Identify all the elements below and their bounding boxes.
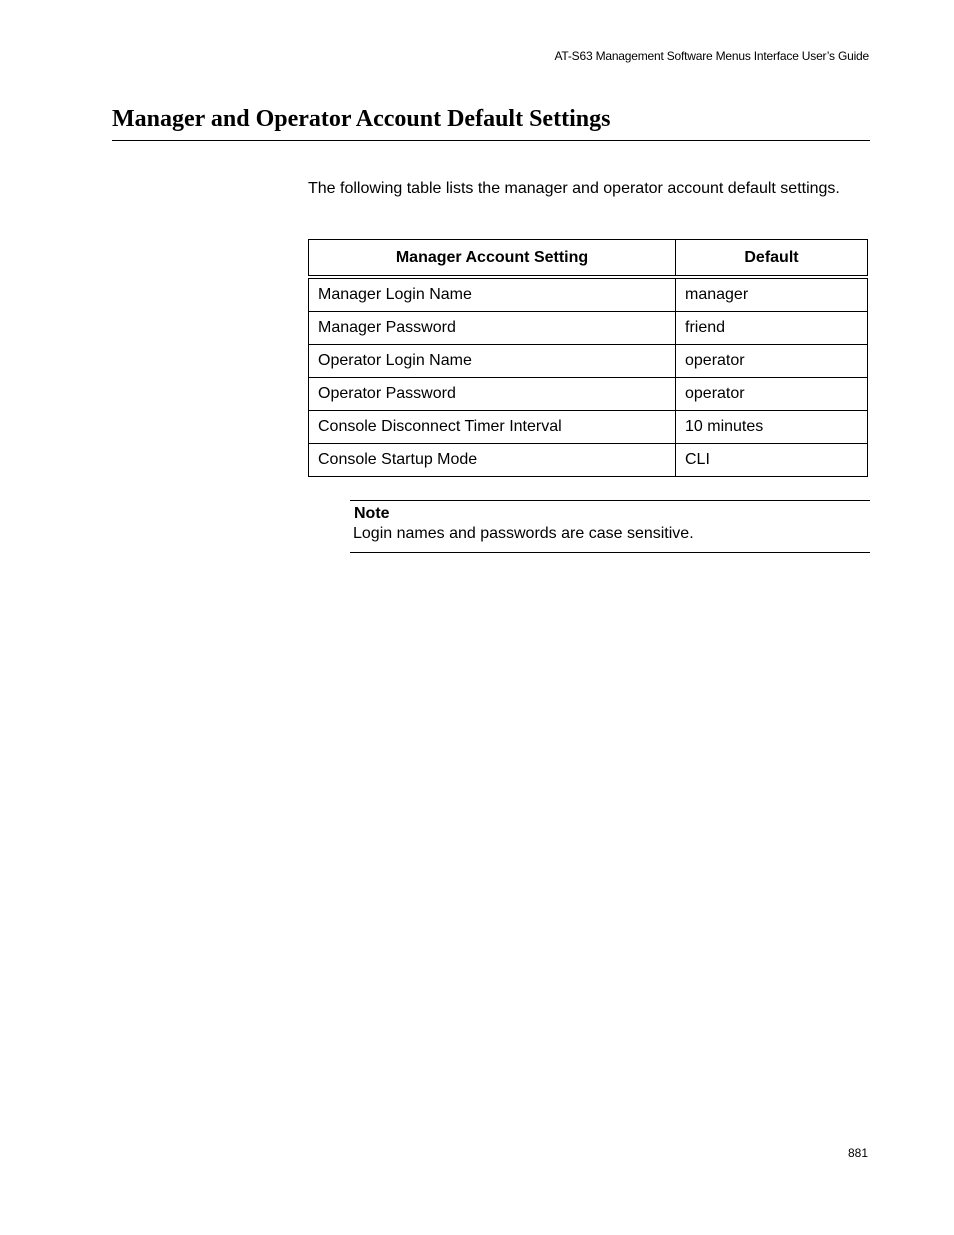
note-label: Note (354, 505, 390, 522)
settings-table (308, 239, 868, 477)
running-header: AT-S63 Management Software Menus Interface User’s Guide (554, 49, 869, 63)
setting-cell: Console Disconnect Timer Interval (309, 411, 676, 444)
default-cell: operator (676, 378, 868, 411)
setting-cell: Operator Password (309, 378, 676, 411)
table-row (309, 378, 868, 411)
title-rule (112, 140, 870, 141)
default-cell: CLI (676, 444, 868, 477)
default-cell: operator (676, 345, 868, 378)
table-row (309, 444, 868, 477)
table-row (309, 277, 868, 312)
note-box (350, 500, 870, 553)
note-text: Login names and passwords are case sensitive. (353, 525, 694, 542)
setting-cell: Manager Login Name (309, 277, 676, 312)
intro-paragraph: The following table lists the manager and operator account default settings. (308, 180, 840, 197)
table-row (309, 345, 868, 378)
setting-cell: Manager Password (309, 312, 676, 345)
table-row (309, 411, 868, 444)
setting-cell: Console Startup Mode (309, 444, 676, 477)
section-title: Manager and Operator Account Default Settings (112, 106, 611, 132)
table-row (309, 312, 868, 345)
default-cell: friend (676, 312, 868, 345)
default-cell: 10 minutes (676, 411, 868, 444)
setting-cell: Operator Login Name (309, 345, 676, 378)
page-number: 881 (847, 1146, 868, 1160)
table-header-row (309, 240, 868, 278)
column-header-default: Default (676, 240, 868, 278)
default-cell: manager (676, 277, 868, 312)
column-header-setting: Manager Account Setting (309, 240, 676, 278)
